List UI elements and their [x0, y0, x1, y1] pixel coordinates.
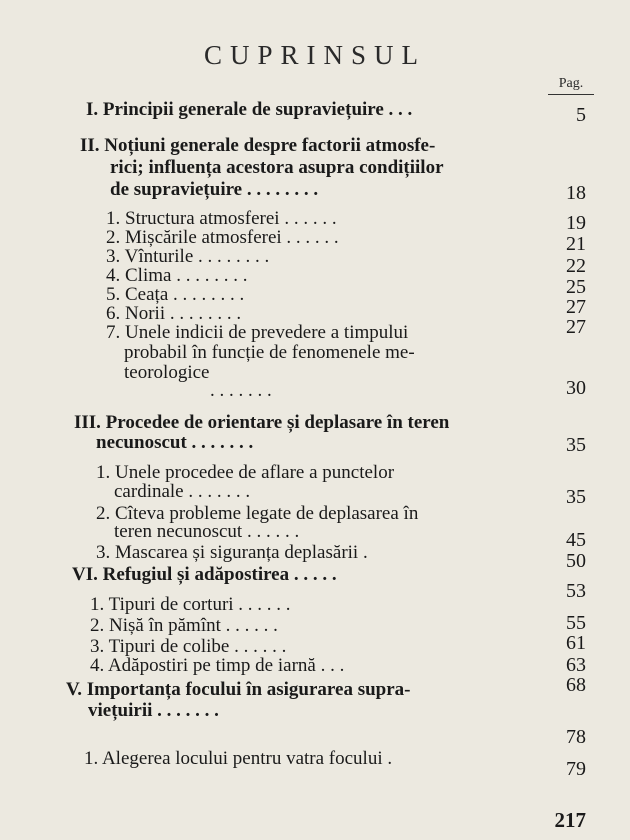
- page-column-label: Pag.: [548, 76, 594, 95]
- toc-line: 7. Unele indicii de prevedere a timpului: [106, 322, 409, 343]
- page-number: 50: [566, 550, 586, 572]
- page-number: 18: [566, 182, 586, 204]
- toc-line: I. Principii generale de supraviețuire . . .: [86, 99, 413, 120]
- toc-line: III. Procedee de orientare și deplasare în teren: [74, 412, 450, 433]
- page-number: 68: [566, 674, 586, 696]
- toc-line: V. Importanța focului în asigurarea supra-: [66, 679, 411, 700]
- toc-line: 3. Vînturile . . . . . . . .: [106, 246, 270, 267]
- toc-line: rici; influența acestora asupra condițiilor: [110, 157, 444, 178]
- page-number: 35: [566, 434, 586, 456]
- page-number: 22: [566, 255, 586, 277]
- toc-line: cardinale . . . . . . .: [114, 481, 251, 502]
- toc-line: VI. Refugiul și adăpostirea . . . . .: [72, 564, 337, 585]
- toc-line: 2. Nișă în pămînt . . . . . .: [90, 615, 278, 636]
- toc-line: 1. Alegerea locului pentru vatra focului .: [84, 748, 393, 769]
- toc-line: 4. Clima . . . . . . . .: [106, 265, 248, 286]
- toc-line: 1. Structura atmosferei . . . . . .: [106, 208, 337, 229]
- page-number: 30: [566, 377, 586, 399]
- toc-line: 3. Mascarea și siguranța deplasării .: [96, 542, 368, 563]
- toc-line: II. Noțiuni generale despre factorii atmosfe-: [80, 135, 436, 156]
- toc-line: . . . . . . .: [210, 380, 272, 401]
- toc-line: 2. Mișcările atmosferei . . . . . .: [106, 227, 339, 248]
- toc-line: teren necunoscut . . . . . .: [114, 521, 300, 542]
- toc-line: teorologice: [124, 362, 210, 383]
- toc-line: 1. Unele procedee de aflare a punctelor: [96, 462, 395, 483]
- page-number: 45: [566, 529, 586, 551]
- toc-line: 5. Ceața . . . . . . . .: [106, 284, 245, 305]
- toc-line: 2. Cîteva probleme legate de deplasarea în: [96, 503, 419, 524]
- page-number: 25: [566, 276, 586, 298]
- page-title: CUPRINSUL: [203, 40, 427, 70]
- page-number: 27: [566, 296, 586, 318]
- toc-line: 1. Tipuri de corturi . . . . . .: [90, 594, 291, 615]
- folio-page-number: 217: [554, 808, 586, 832]
- toc-line: de supraviețuire . . . . . . . .: [110, 179, 319, 200]
- page-number: 53: [566, 580, 586, 602]
- toc-line: 3. Tipuri de colibe . . . . . .: [90, 636, 287, 657]
- toc-line: 6. Norii . . . . . . . .: [106, 303, 242, 324]
- toc-line: viețuirii . . . . . . .: [88, 700, 219, 721]
- toc-line: probabil în funcție de fenomenele me-: [124, 342, 415, 363]
- page-number: 35: [566, 486, 586, 508]
- page-number: 78: [566, 726, 586, 748]
- page-number: 21: [566, 233, 586, 255]
- page-number: 27: [566, 316, 586, 338]
- page-number: 61: [566, 632, 586, 654]
- page-number: 19: [566, 212, 586, 234]
- page-number: 55: [566, 612, 586, 634]
- page-number: 63: [566, 654, 586, 676]
- page-number: 5: [576, 104, 586, 126]
- toc-line: 4. Adăpostiri pe timp de iarnă . . .: [90, 655, 345, 676]
- page-number: 79: [566, 758, 586, 780]
- toc-line: necunoscut . . . . . . .: [96, 432, 254, 453]
